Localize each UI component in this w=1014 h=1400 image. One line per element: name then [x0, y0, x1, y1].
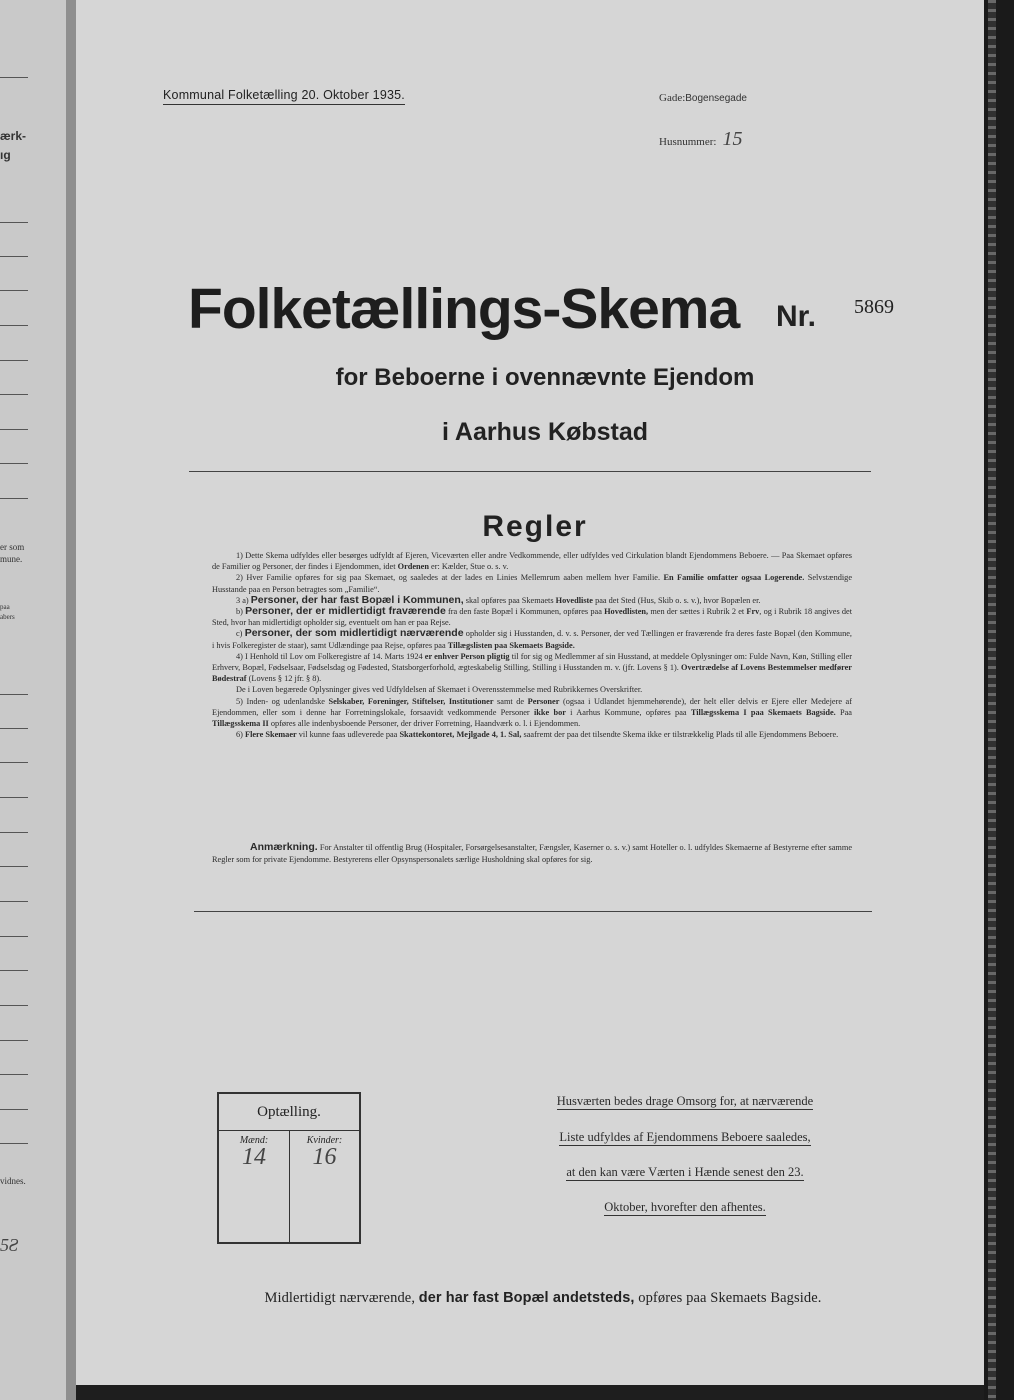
remark-text: For Anstalter til offentlig Brug (Hospitaler, Forsørgelsesanstalter, Fængsler, Kaserner o. s. v.) samt Hoteller o. l. udfyldes Skemaerne af Bestyrerne efter samme Regler som for private Ejendomme. Bestyrerens eller Opsynspersonalets særlige Husholdning skal opføres for sig. [212, 843, 852, 864]
form-rule [0, 936, 28, 937]
form-rule [0, 256, 28, 257]
rule-5: 5) Inden- og udenlandske Selskaber, Foreninger, Stiftelser, Institutioner samt de Personer (ogsaa i Udlandet hjemmehørende), der helt eller delvis er Ejere eller Medejere af Ejendommen, eller som i denne har Forretningslokale, forsaavidt vedkommende Personer ikke bor i Aarhus Kommune, opføres paa Tillægsskema I paa Skemaets Bagside. Paa Tillægsskema II opføres alle indenbysboende Personer, der driver Forretning, Haandværk o. l. i Ejendommen. [212, 696, 852, 729]
rules-heading: Regler [482, 510, 588, 543]
form-subtitle: for Beboerne i ovennævnte Ejendom [335, 364, 755, 391]
rules-text [212, 550, 852, 740]
rule-3a: 3 a) Personer, der har fast Bopæl i Kommunen, skal opføres paa Skemaets Hovedliste paa det Sted (Hus, Skib o. s. v.), hvor Bopælen er. [236, 593, 761, 606]
street-label: Gade: [659, 92, 686, 104]
men-column [219, 1130, 290, 1242]
rule-3b: b) Personer, der er midlertidigt fraværende fra den faste Bopæl i Kommunen, opføres paa Hovedlisten, men der sættes i Rubrik 2 et Frv, og i Rubrik 18 angives det Sted, hvor han midlertidigt opholder sig, eventuelt om han er paa Rejse. [212, 605, 853, 628]
form-rule [0, 463, 28, 464]
rule-6: 6) Flere Skemaer vil kunne faas udleverede paa Skattekontoret, Mejlgade 4, 1. Sal, saafremt der paa det tilsendte Skema ikke er tilstrækkelig Plads til alle Ejendommens Beboere. [236, 730, 839, 740]
notice-line: at den kan være Værten i Hænde senest den 23. [566, 1165, 804, 1179]
fragment-text: ærk- [0, 129, 27, 143]
form-rule [0, 429, 28, 430]
house-number-value: 15 [722, 128, 743, 150]
form-rule [0, 728, 28, 729]
form-rule [0, 498, 28, 499]
form-title: Folketællings-Skema [188, 277, 740, 341]
rule-1: 1) Dette Skema udfyldes eller besørges udfyldt af Ejeren, Viceværten eller andre Vedkommende, eller udfyldes ved Cirkulation blandt Ejendommens Beboere. — Paa Skemaet opføres de Familier og Personer, der findes i Ejendommen, idet Ordenen er: Kælder, Stue o. s. v. [212, 551, 852, 572]
fragment-text: abers [0, 613, 15, 621]
binding-edge [984, 0, 1014, 1400]
form-number-label: Nr. [776, 300, 817, 333]
form-number-value: 5869 [854, 296, 894, 318]
notice-line: Husværten bedes drage Omsorg for, at nærværende [556, 1094, 814, 1108]
census-form-page [76, 0, 984, 1385]
count-box [217, 1092, 361, 1244]
house-number-label: Husnummer: [659, 136, 717, 148]
form-rule [0, 222, 28, 223]
form-rule [0, 970, 28, 971]
women-count: 16 [312, 1144, 337, 1170]
form-location: i Aarhus Købstad [441, 418, 649, 446]
previous-page-edge [0, 0, 66, 1400]
women-column [290, 1130, 359, 1242]
form-rule [0, 360, 28, 361]
men-count: 14 [242, 1144, 266, 1170]
form-rule [0, 694, 28, 695]
remark-section [212, 842, 852, 865]
form-rule [0, 866, 28, 867]
form-rule [0, 1143, 28, 1144]
men-label: Mænd: [239, 1135, 269, 1146]
form-rule [0, 394, 28, 395]
fragment-text: ıg [0, 148, 11, 162]
fragment-text: er som [0, 542, 25, 552]
rule-4: 4) I Henhold til Lov om Folkeregistre af 14. Marts 1924 er enhver Person pligtig til for sig og Medlemmer af sin Husstand, at meddele Oplysninger om: Fulde Navn, Køn, Stilling eller Erhverv, Bopæl, Fødselsaar, Fødselsdag og Fødested, Statsborgerforhold, ægteskabelig Stilling, Stilling i Husstanden m. v. (jfr. Lovens § 1). Overtrædelse af Lovens Bestemmelser medfører Bødestraf (Lovens § 12 jfr. § 8). [212, 651, 852, 684]
fragment-text: vidnes. [0, 1176, 26, 1186]
divider [189, 471, 871, 472]
fragment-handwriting: 5Ƨ [0, 1235, 18, 1255]
form-rule [0, 290, 28, 291]
form-rule [0, 325, 28, 326]
house-number-field [659, 128, 742, 151]
notice-line: Liste udfyldes af Ejendommens Beboere saaledes, [559, 1130, 811, 1144]
divider [194, 911, 872, 912]
notice-line: Oktober, hvorefter den afhentes. [604, 1200, 766, 1214]
rule-2: 2) Hver Familie opføres for sig paa Skemaet, og saaledes at der lades en Linies Mellemrum aaben mellem hver Familie. En Familie omfatter ogsaa Logerende. Selvstændige Husstande paa en Person betragtes som „Familie“. [212, 573, 853, 594]
rule-3c: c) Personer, der som midlertidigt nærværende opholder sig i Husstanden, d. v. s. Personer, der ved Tællingen er fraværende fra deres faste Bopæl (den Kommune, i hvis Folkeregister de staar), samt Udlændinge paa Rejse, opføres paa Tillægslisten paa Skemaets Bagside. [212, 627, 852, 650]
form-rule [0, 1109, 28, 1110]
street-field [659, 92, 747, 104]
census-header: Kommunal Folketælling 20. Oktober 1935. [163, 88, 405, 105]
footer-note: Midlertidigt nærværende, der har fast Bopæl andetsteds, opføres paa Skemaets Bagside. [264, 1290, 822, 1306]
form-rule [0, 1005, 28, 1006]
count-box-title: Optælling. [219, 1094, 359, 1131]
women-label: Kvinder: [306, 1135, 343, 1146]
form-rule [0, 77, 28, 78]
fragment-text: paa [0, 603, 10, 611]
book-gutter [66, 0, 76, 1400]
form-rule [0, 1074, 28, 1075]
fragment-text: mune. [0, 554, 23, 564]
form-rule [0, 832, 28, 833]
form-rule [0, 1040, 28, 1041]
form-rule [0, 797, 28, 798]
binding-strip [988, 0, 996, 1400]
form-rule [0, 901, 28, 902]
remark-label: Anmærkning. [250, 841, 318, 853]
form-rule [0, 762, 28, 763]
rule-4b: De i Loven begærede Oplysninger gives ved Udfyldelsen af Skemaet i Overensstemmelse med Rubrikkernes Overskrifter. [236, 685, 643, 695]
street-value: Bogensegade [685, 93, 747, 104]
